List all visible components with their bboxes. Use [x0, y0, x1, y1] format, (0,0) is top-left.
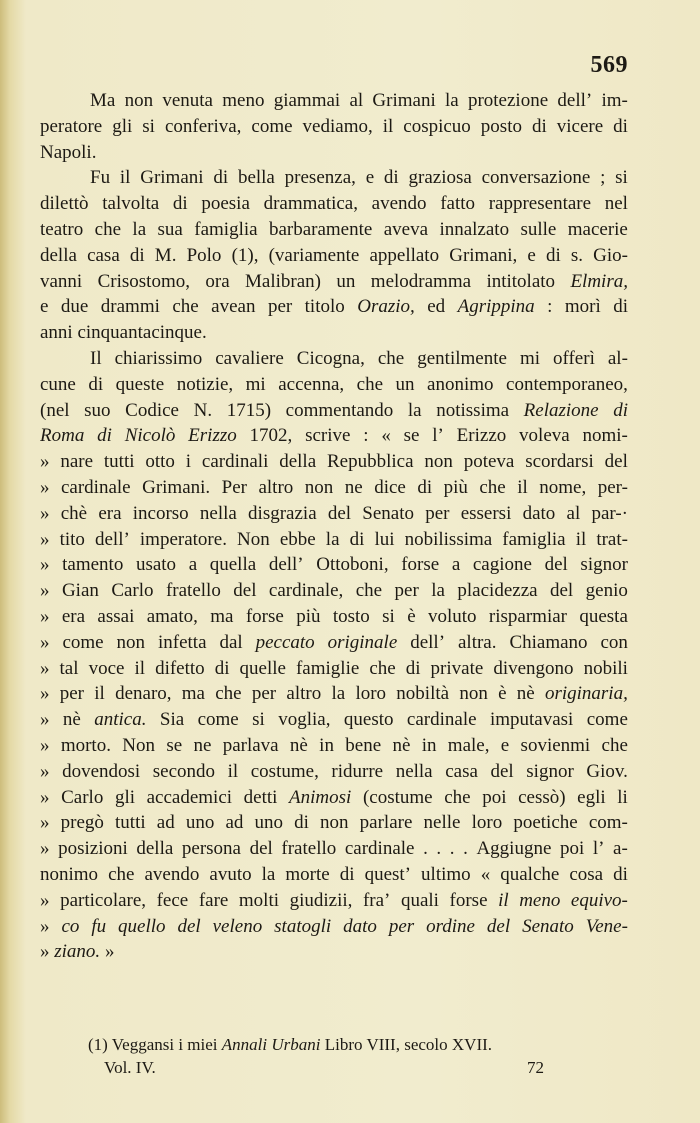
text-line: e due drammi che avean per titolo Orazio, ed Agrippina : morì di — [40, 296, 628, 318]
text-line: » co fu quello del veleno statogli dato per ordine del Senato Vene- — [40, 915, 628, 937]
text-line: » tal voce il difetto di quelle famiglie che di private divengono nobili — [40, 657, 628, 679]
text-line: vanni Crisostomo, ora Malibran) un melodramma intitolato Elmira, — [40, 270, 628, 292]
text-line — [40, 939, 628, 965]
text-line: cune di queste notizie, mi accenna, che un anonimo contemporaneo, — [40, 373, 628, 395]
italic-text: ziano. — [54, 941, 101, 963]
text-line: » morto. Non se ne parlava nè in bene nè in male, e sovienmi che — [40, 734, 628, 756]
page-number: 569 — [590, 52, 628, 78]
text-line: » pregò tutti ad uno ad uno di non parlare nelle loro poetiche com- — [40, 812, 628, 834]
text-run: » — [100, 941, 115, 963]
text-line — [40, 140, 628, 166]
text-line: Il chiarissimo cavaliere Cicogna, che gentilmente mi offerì al- — [90, 347, 628, 369]
text-line: » nare tutti otto i cardinali della Repubblica non poteva scordarsi del — [40, 451, 628, 473]
text-line: » cardinale Grimani. Per altro non ne dice di più che il nome, per- — [40, 476, 628, 498]
text-line: » per il denaro, ma che per altro la loro nobiltà non è nè originaria, — [40, 683, 628, 705]
text-line: » Carlo gli accademici detti Animosi (costume che poi cessò) egli li — [40, 786, 628, 808]
text-run: Napoli. — [40, 141, 97, 163]
text-run: anni cinquantacinque. — [40, 322, 207, 344]
body-text — [40, 88, 628, 965]
footnote-text: Libro VIII, secolo XVII. — [320, 1035, 493, 1054]
text-line: » era assai amato, ma forse più tosto si è voluto risparmiar questa — [40, 605, 628, 627]
text-line: » come non infetta dal peccato originale dell’ altra. Chiamano con — [40, 631, 628, 653]
footnote-italic: Annali Urbani — [221, 1035, 321, 1054]
text-line: Roma di Nicolò Erizzo 1702, scrive : « se l’ Erizzo voleva nomi- — [40, 425, 628, 447]
text-line: » tito dell’ imperatore. Non ebbe la di lui nobilissima famiglia il trat- — [40, 528, 628, 550]
text-line: » particolare, fece fare molti giudizii, fra’ quali forse il meno equivo- — [40, 889, 628, 911]
text-run: » — [40, 941, 55, 963]
footnote — [88, 1035, 648, 1055]
text-line: peratore gli si conferiva, come vediamo, il cospicuo posto di vicere di — [40, 115, 628, 137]
text-line: Fu il Grimani di bella presenza, e di graziosa conversazione ; si — [90, 167, 628, 189]
text-line: Ma non venuta meno giammai al Grimani la protezione dell’ im- — [90, 90, 628, 111]
footnote-text: (1) Veggansi i miei — [88, 1035, 222, 1054]
text-line: » tamento usato a quella dell’ Ottoboni, forse a cagione del signor — [40, 554, 628, 576]
text-line: » chè era incorso nella disgrazia del Senato per essersi dato al par-· — [40, 502, 628, 524]
text-line: (nel suo Codice N. 1715) commentando la notissima Relazione di — [40, 399, 628, 421]
text-line: » Gian Carlo fratello del cardinale, che per la placidezza del genio — [40, 580, 628, 602]
text-line: » posizioni della persona del fratello cardinale . . . . Aggiugne poi l’ a- — [40, 838, 628, 860]
text-line: » nè antica. Sia come si voglia, questo cardinale imputavasi come — [40, 709, 628, 731]
text-line: teatro che la sua famiglia barbaramente aveva innalzato sulle macerie — [40, 218, 628, 240]
text-line — [40, 320, 628, 346]
text-line: nonimo che avendo avuto la morte di quest’ ultimo « qualche cosa di — [40, 863, 628, 885]
volume-label: Vol. IV. — [104, 1058, 156, 1077]
signature-mark: 72 — [527, 1058, 544, 1077]
text-line: dilettò talvolta di poesia drammatica, avendo fatto rappresentare nel — [40, 193, 628, 215]
page-footer — [104, 1058, 544, 1078]
text-line: della casa di M. Polo (1), (variamente appellato Grimani, e di s. Gio- — [40, 244, 628, 266]
text-line: » dovendosi secondo il costume, ridurre nella casa del signor Giov. — [40, 760, 628, 782]
